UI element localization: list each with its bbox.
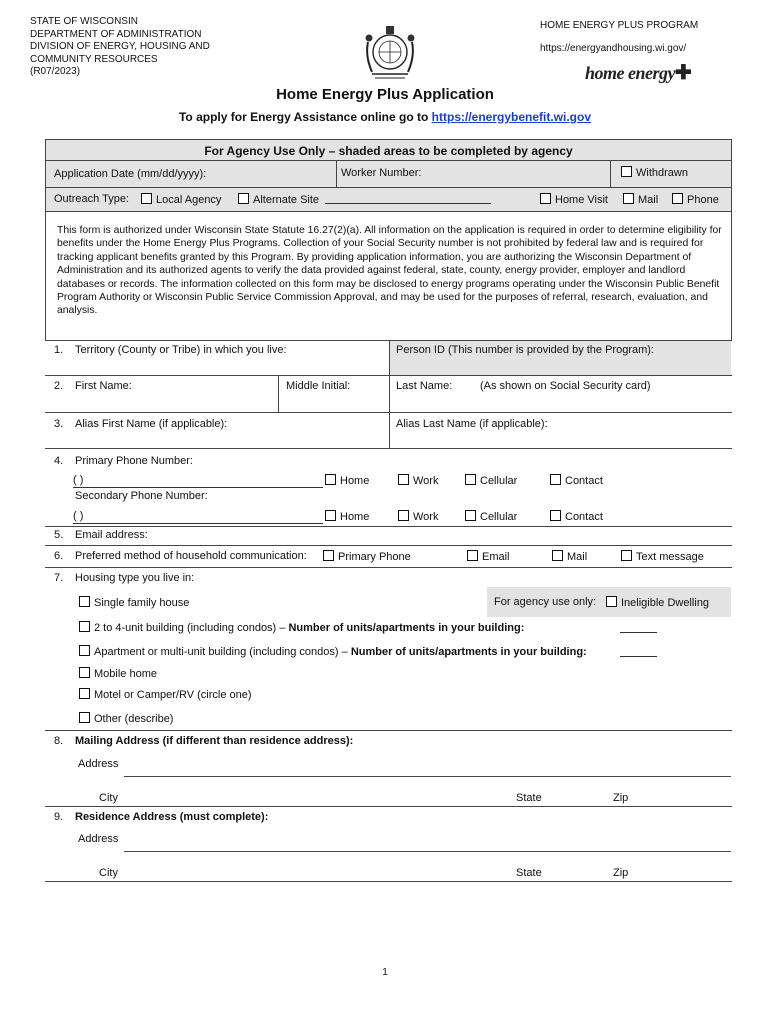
primary-cellular-checkbox[interactable] xyxy=(465,474,476,485)
middle-initial-label: Middle Initial: xyxy=(286,380,351,392)
local-agency-option[interactable] xyxy=(141,193,221,206)
revision-code: (R07/2023) xyxy=(30,66,81,77)
program-url: https://energyandhousing.wi.gov/ xyxy=(540,43,687,54)
two-to-four-units-count-label: Number of units/apartments in your building: xyxy=(288,622,525,634)
residence-address-label: Address xyxy=(78,833,119,845)
work-label: Work xyxy=(413,475,439,487)
q9-number: 9. xyxy=(54,811,64,823)
other-housing-checkbox[interactable] xyxy=(79,712,90,723)
other-housing-label: Other (describe) xyxy=(94,713,174,725)
local-agency-label: Local Agency xyxy=(156,194,222,206)
territory-label: Territory (County or Tribe) in which you live: xyxy=(75,344,287,356)
secondary-contact-checkbox[interactable] xyxy=(550,510,561,521)
ssn-card-note: (As shown on Social Security card) xyxy=(480,380,651,392)
primary-contact-option[interactable] xyxy=(550,474,603,487)
primary-phone-area-code: ( ) xyxy=(73,474,84,486)
secondary-home-checkbox[interactable] xyxy=(325,510,336,521)
home-label: Home xyxy=(340,475,370,487)
home-visit-option[interactable] xyxy=(540,193,608,206)
primary-home-option[interactable] xyxy=(325,474,369,487)
two-to-four-unit-checkbox[interactable] xyxy=(79,621,90,632)
first-name-label: First Name: xyxy=(75,380,132,392)
contact-label: Contact xyxy=(565,475,603,487)
home-label: Home xyxy=(340,511,370,523)
primary-phone-option-label: Primary Phone xyxy=(338,551,411,563)
housing-type-label: Housing type you live in: xyxy=(75,572,195,584)
q3-number: 3. xyxy=(54,418,64,430)
q8-number: 8. xyxy=(54,735,64,747)
mailing-state-label: State xyxy=(516,792,542,804)
q1-number: 1. xyxy=(54,344,64,356)
page-number: 1 xyxy=(382,967,388,978)
mailing-address-label: Address xyxy=(78,758,119,770)
residence-city-label: City xyxy=(99,867,118,879)
communication-method-label: Preferred method of household communication: xyxy=(75,550,307,562)
motel-camper-option[interactable] xyxy=(79,688,252,701)
worker-number-label: Worker Number: xyxy=(341,167,422,179)
pref-email-option[interactable] xyxy=(467,550,510,563)
primary-work-option[interactable] xyxy=(398,474,438,487)
last-name-label: Last Name: xyxy=(396,380,453,392)
secondary-home-option[interactable] xyxy=(325,510,369,523)
alias-first-name-label: Alias First Name (if applicable): xyxy=(75,418,228,430)
alternate-site-checkbox[interactable] xyxy=(238,193,249,204)
logo-text: home energy xyxy=(585,63,675,83)
mobile-home-option[interactable] xyxy=(79,667,157,680)
ineligible-dwelling-option[interactable] xyxy=(606,596,709,609)
secondary-work-option[interactable] xyxy=(398,510,438,523)
agency-line: STATE OF WISCONSIN xyxy=(30,16,138,27)
statute-notice: This form is authorized under Wisconsin State Statute 16.27(2)(a). All information on the application is required in order to determine eligibility for benefits under the Home Energy Plus Programs. Collection of your Social Security number is not prohibited by federal law and is required for tracking applicant benefits granted by this Program. By providing application information, you are authorizing the Wisconsin Department of Administration and its authorized agents to verify the data provided against federal, state, county, energy provider, employer and landlord databases or records. The information collected on this form may be disclosed to energy programs operating under the Wisconsin Public Benefit Program Authority or Wisconsin Public Service Commission Approval, and may be used for the purposes of referral, research, evaluation, and analysis. xyxy=(57,225,722,317)
state-seal-icon xyxy=(360,18,420,82)
primary-contact-checkbox[interactable] xyxy=(550,474,561,485)
mailing-address-field[interactable] xyxy=(124,776,731,777)
mailing-city-state-zip-field[interactable] xyxy=(45,806,732,807)
secondary-work-checkbox[interactable] xyxy=(398,510,409,521)
primary-phone-field[interactable] xyxy=(73,487,323,488)
online-instructions xyxy=(0,110,770,124)
agency-use-only-label: For agency use only: xyxy=(494,596,597,608)
agency-line: DIVISION OF ENERGY, HOUSING AND xyxy=(30,41,210,52)
secondary-phone-field[interactable] xyxy=(73,523,323,524)
withdrawn-checkbox[interactable] xyxy=(621,166,632,177)
agency-header xyxy=(30,16,210,79)
mobile-home-checkbox[interactable] xyxy=(79,667,90,678)
energy-benefit-link[interactable]: https://energybenefit.wi.gov xyxy=(431,110,592,124)
mail-checkbox[interactable] xyxy=(623,193,634,204)
mailing-city-label: City xyxy=(99,792,118,804)
application-date-label: Application Date (mm/dd/yyyy): xyxy=(54,168,207,180)
ineligible-dwelling-label: Ineligible Dwelling xyxy=(621,597,710,609)
text-message-option-label: Text message xyxy=(636,551,704,563)
residence-address-field[interactable] xyxy=(124,851,731,852)
two-to-four-unit-option[interactable] xyxy=(79,621,524,634)
email-label: Email address: xyxy=(75,529,148,541)
ineligible-dwelling-checkbox[interactable] xyxy=(606,596,617,607)
withdrawn-option[interactable] xyxy=(621,166,688,179)
secondary-cellular-option[interactable] xyxy=(465,510,517,523)
pref-text-option[interactable] xyxy=(621,550,704,563)
motel-camper-checkbox[interactable] xyxy=(79,688,90,699)
q6-number: 6. xyxy=(54,550,64,562)
mail-option[interactable] xyxy=(623,193,658,206)
home-visit-checkbox[interactable] xyxy=(540,193,551,204)
alternate-site-option[interactable] xyxy=(238,193,319,206)
primary-home-checkbox[interactable] xyxy=(325,474,336,485)
secondary-cellular-checkbox[interactable] xyxy=(465,510,476,521)
multi-units-field[interactable] xyxy=(620,656,657,657)
q5-number: 5. xyxy=(54,529,64,541)
secondary-phone-area-code: ( ) xyxy=(73,510,84,522)
two-to-four-unit-label: 2 to 4-unit building (including condos) – xyxy=(94,622,289,634)
mailing-address-heading: Mailing Address (if different than residence address): xyxy=(75,735,354,747)
primary-cellular-option[interactable] xyxy=(465,474,517,487)
home-energy-logo xyxy=(585,60,691,85)
online-instructions-text: To apply for Energy Assistance online go to xyxy=(178,110,432,124)
single-family-checkbox[interactable] xyxy=(79,596,90,607)
other-housing-option[interactable] xyxy=(79,712,173,725)
person-id-label: Person ID (This number is provided by the Program): xyxy=(396,344,654,356)
residence-address-heading: Residence Address (must complete): xyxy=(75,811,269,823)
pref-email-checkbox[interactable] xyxy=(467,550,478,561)
withdrawn-label: Withdrawn xyxy=(636,167,688,179)
home-visit-label: Home Visit xyxy=(555,194,608,206)
multi-units-count-label: Number of units/apartments in your building: xyxy=(350,646,587,658)
alternate-site-field[interactable] xyxy=(325,203,491,204)
pref-mail-option[interactable] xyxy=(552,550,587,563)
local-agency-checkbox[interactable] xyxy=(141,193,152,204)
alternate-site-label: Alternate Site xyxy=(253,194,320,206)
residence-zip-label: Zip xyxy=(613,867,629,879)
outreach-type-label: Outreach Type: xyxy=(54,193,130,205)
q4-number: 4. xyxy=(54,455,64,467)
multi-unit-checkbox[interactable] xyxy=(79,645,90,656)
program-name: HOME ENERGY PLUS PROGRAM xyxy=(540,20,699,31)
single-family-option[interactable] xyxy=(79,596,189,609)
cellular-label: Cellular xyxy=(480,511,518,523)
mail-label: Mail xyxy=(638,194,659,206)
two-to-four-units-field[interactable] xyxy=(620,632,657,633)
single-family-label: Single family house xyxy=(94,597,190,609)
residence-city-state-zip-field[interactable] xyxy=(45,881,732,882)
mailing-zip-label: Zip xyxy=(613,792,629,804)
page-title: Home Energy Plus Application xyxy=(276,86,494,103)
pref-mail-checkbox[interactable] xyxy=(552,550,563,561)
q7-number: 7. xyxy=(54,572,64,584)
mail-option-label: Mail xyxy=(567,551,588,563)
motel-camper-label: Motel or Camper/RV (circle one) xyxy=(94,689,252,701)
plus-icon: ✚ xyxy=(674,62,692,84)
pref-primary-phone-checkbox[interactable] xyxy=(323,550,334,561)
primary-work-checkbox[interactable] xyxy=(398,474,409,485)
pref-text-checkbox[interactable] xyxy=(621,550,632,561)
agency-line: COMMUNITY RESOURCES xyxy=(30,53,158,65)
secondary-contact-option[interactable] xyxy=(550,510,603,523)
cellular-label: Cellular xyxy=(480,475,518,487)
multi-unit-option[interactable] xyxy=(79,645,587,658)
phone-option[interactable] xyxy=(672,193,719,206)
work-label: Work xyxy=(413,511,439,523)
agency-use-heading: For Agency Use Only – shaded areas to be completed by agency xyxy=(204,144,573,158)
secondary-phone-label: Secondary Phone Number: xyxy=(75,490,208,502)
alias-last-name-label: Alias Last Name (if applicable): xyxy=(396,418,548,430)
mobile-home-label: Mobile home xyxy=(94,668,157,680)
residence-state-label: State xyxy=(516,867,542,879)
email-option-label: Email xyxy=(482,551,510,563)
contact-label: Contact xyxy=(565,511,603,523)
multi-unit-label: Apartment or multi-unit building (including condos) – xyxy=(94,646,351,658)
phone-label: Phone xyxy=(687,194,719,206)
pref-primary-phone-option[interactable] xyxy=(323,550,411,563)
phone-checkbox[interactable] xyxy=(672,193,683,204)
primary-phone-label: Primary Phone Number: xyxy=(75,455,193,467)
q2-number: 2. xyxy=(54,380,64,392)
agency-line: DEPARTMENT OF ADMINISTRATION xyxy=(30,28,202,40)
